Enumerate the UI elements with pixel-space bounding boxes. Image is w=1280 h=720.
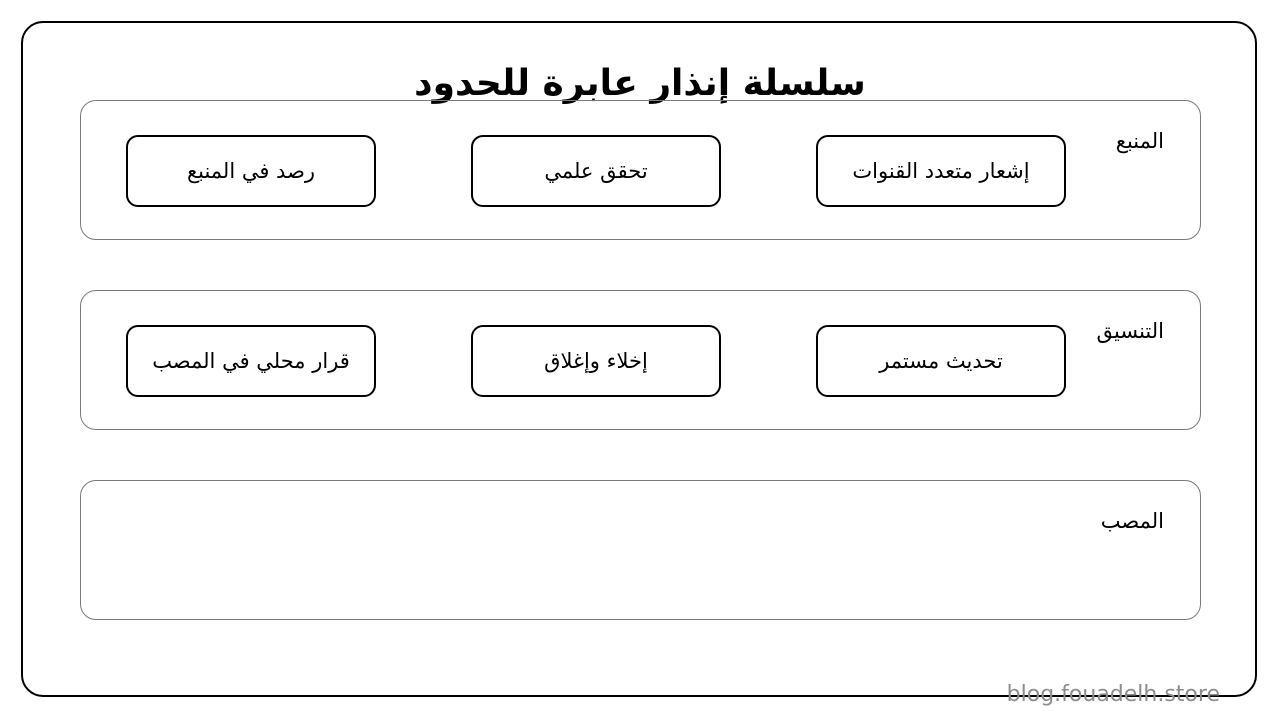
step-upstream-monitoring: رصد في المنبع bbox=[126, 135, 376, 207]
watermark: blog.fouadelh.store bbox=[1006, 682, 1220, 707]
step-continuous-update: تحديث مستمر bbox=[816, 325, 1066, 397]
step-multichannel-notification: إشعار متعدد القنوات bbox=[816, 135, 1066, 207]
lane-upstream bbox=[80, 100, 1201, 240]
lane-downstream bbox=[80, 480, 1201, 620]
lane-label: المنبع bbox=[1115, 129, 1164, 153]
lane-label: المصب bbox=[1100, 509, 1164, 533]
diagram-title: سلسلة إنذار عابرة للحدود bbox=[414, 63, 866, 104]
lane-label: التنسيق bbox=[1096, 319, 1164, 343]
step-scientific-verification: تحقق علمي bbox=[471, 135, 721, 207]
lane-coordination bbox=[80, 290, 1201, 430]
step-evacuation-closure: إخلاء وإغلاق bbox=[471, 325, 721, 397]
step-local-downstream-decision: قرار محلي في المصب bbox=[126, 325, 376, 397]
